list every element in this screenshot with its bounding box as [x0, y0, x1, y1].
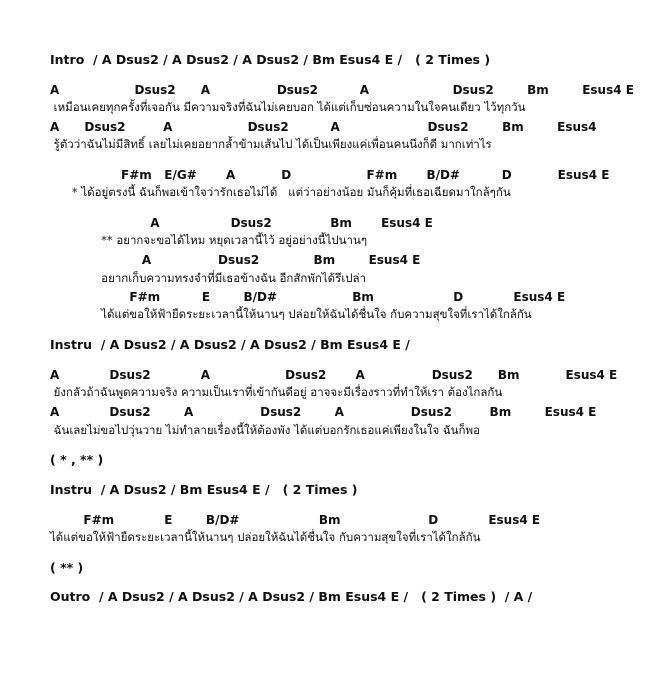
verse2-lyric-1: ยังกลัวถ้าฉันพูดความจริง ความเป็นเราที่เข้ากันดีอยู่ อาจจะมีเรื่องราวที่ทำให้เรา ต้องไกลกัน	[50, 385, 503, 399]
chorus-lyric-3: ได้แต่ขอให้ฟ้ายืดระยะเวลานี้ให้นานๆ ปล่อยให้ฉันได้ชื่นใจ กับความสุขใจที่เราได้ใกล้กัน	[50, 307, 532, 321]
verse1-lyric-2: รู้ตัวว่าฉันไม่มีสิทธิ์ เลยไม่เคยอยากล้ำข้ามเส้นไป ได้เป็นเพียงแค่เพื่อนคนนึงก็ดี มากเท่าไร	[50, 137, 492, 151]
chorus-chords-3: F#m E B/D# Bm D Esus4 E	[50, 290, 566, 304]
prechorus-chords: F#m E/G# A D F#m B/D# D Esus4 E	[50, 168, 610, 182]
final-chorus-chords: F#m E B/D# Bm D Esus4 E	[50, 513, 541, 527]
chorus-lyric-1: ** อยากจะขอได้ไหม หยุดเวลานี้ไว้ อยู่อย่างนี้ไปนานๆ	[50, 233, 368, 247]
chorus-chords-2: A Dsus2 Bm Esus4 E	[50, 253, 421, 267]
verse1-chords-2: A Dsus2 A Dsus2 A Dsus2 Bm Esus4	[50, 120, 597, 134]
verse2-chords-1: A Dsus2 A Dsus2 A Dsus2 Bm Esus4 E	[50, 368, 618, 382]
repeat-marker-2: ( ** )	[50, 560, 84, 575]
outro-line: Outro / A Dsus2 / A Dsus2 / A Dsus2 / Bm Esus4 E / ( 2 Times ) / A /	[50, 589, 533, 604]
verse1-chords-1: A Dsus2 A Dsus2 A Dsus2 Bm Esus4 E	[50, 83, 634, 97]
instru-line-2: Instru / A Dsus2 / Bm Esus4 E / ( 2 Times )	[50, 482, 358, 497]
verse2-lyric-2: ฉันเลยไม่ขอไปวุ่นวาย ไม่ทำลายเรื่องนี้ให้ต้องพัง ได้แต่บอกรักเธอแค่เพียงในใจ ฉันก็พอ	[50, 423, 480, 437]
repeat-marker-1: ( * , ** )	[50, 452, 104, 467]
chorus-chords-1: A Dsus2 Bm Esus4 E	[50, 216, 433, 230]
instru-line-1: Instru / A Dsus2 / A Dsus2 / A Dsus2 / Bm Esus4 E /	[50, 337, 410, 352]
verse2-chords-2: A Dsus2 A Dsus2 A Dsus2 Bm Esus4 E	[50, 405, 597, 419]
verse1-lyric-1: เหมือนเคยทุกครั้งที่เจอกัน มีความจริงที่ฉันไม่เคยบอก ได้แต่เก็บซ่อนความในใจคนเดียว ไว้ทุกวัน	[50, 100, 526, 114]
final-chorus-lyric: ได้แต่ขอให้ฟ้ายืดระยะเวลานี้ให้นานๆ ปล่อยให้ฉันได้ชื่นใจ กับความสุขใจที่เราได้ใกล้กัน	[50, 530, 481, 544]
prechorus-lyric: * ได้อยู่ตรงนี้ ฉันก็พอเข้าใจว่ารักเธอไม่ได้ แต่ว่าอย่างน้อย มันก็คุ้มที่เธอเฉียดมาใกล้ๆกัน	[50, 185, 511, 199]
chorus-lyric-2: อยากเก็บความทรงจำที่มีเธอข้างฉัน อีกสักพักได้รึเปล่า	[50, 271, 367, 285]
intro-line: Intro / A Dsus2 / A Dsus2 / A Dsus2 / Bm Esus4 E / ( 2 Times )	[50, 52, 491, 67]
